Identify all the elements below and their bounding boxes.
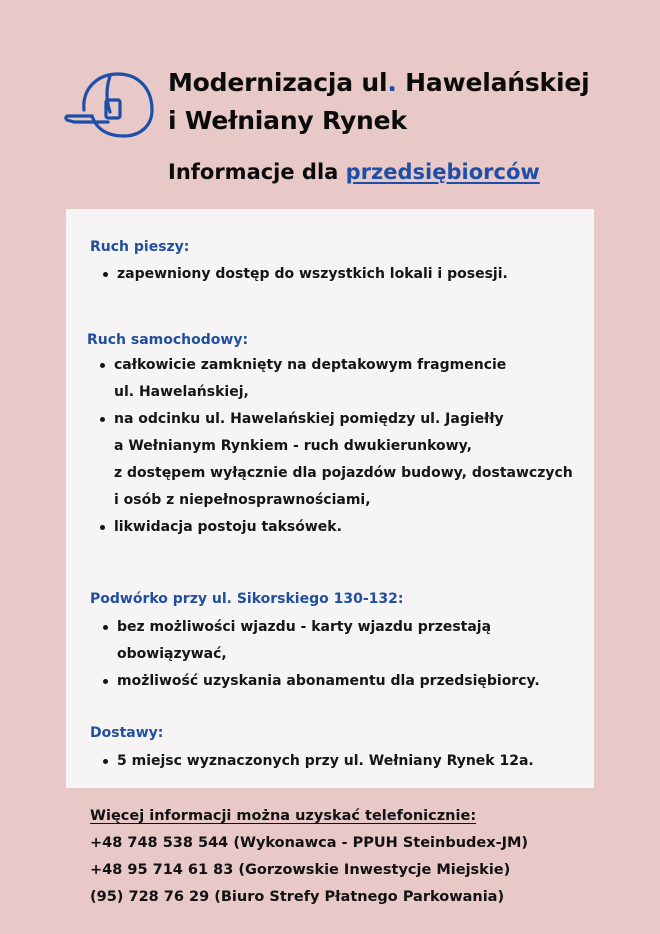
list-item-line: całkowicie zamknięty na deptakowym fragmencie (114, 357, 507, 373)
list-item (103, 748, 583, 775)
contact-phone-contractor: +48 748 538 544 (Wykonawca - PPUH Steinbudex-JM) (90, 835, 529, 851)
subtitle-text: Informacje dla (168, 160, 346, 184)
list-item (100, 406, 590, 514)
list-item-line: a Wełnianym Rynkiem - ruch dwukierunkowy, (114, 438, 472, 454)
list-item (103, 614, 583, 668)
list-item-line: możliwość uzyskania abonamentu dla przedsiębiorcy. (117, 673, 540, 689)
list-item-line: obowiązywać, (117, 646, 227, 662)
list-item (100, 514, 590, 541)
title-text: Hawelańskiej (396, 68, 590, 97)
subtitle-link[interactable]: przedsiębiorców (345, 160, 540, 184)
contact-info (90, 803, 630, 911)
vehicles-list (100, 352, 590, 541)
pedestrian-list (103, 261, 583, 288)
title-line-2: i Wełniany Rynek (168, 106, 407, 135)
section-heading-deliveries: Dostawy: (90, 725, 164, 741)
hard-hat-icon (62, 66, 156, 146)
list-item-line: z dostępem wyłącznie dla pojazdów budowy, dostawczych (114, 465, 573, 481)
list-item-line: na odcinku ul. Hawelańskiej pomiędzy ul. Jagiełły (114, 411, 504, 427)
contact-heading: Więcej informacji można uzyskać telefonicznie: (90, 808, 477, 824)
page-subtitle (168, 156, 628, 188)
contact-phone-parking: (95) 728 76 29 (Biuro Strefy Płatnego Parkowania) (90, 889, 505, 905)
section-heading-pedestrian: Ruch pieszy: (90, 239, 190, 255)
list-item-line: 5 miejsc wyznaczonych przy ul. Wełniany Rynek 12a. (117, 753, 534, 769)
page-title (168, 64, 628, 140)
list-item-line: i osób z niepełnosprawnościami, (114, 492, 371, 508)
list-item-line: likwidacja postoju taksówek. (114, 519, 342, 535)
title-text: Modernizacja ul (168, 68, 388, 97)
section-heading-courtyard: Podwórko przy ul. Sikorskiego 130-132: (90, 591, 404, 607)
courtyard-list (103, 614, 583, 695)
title-line-1 (168, 64, 628, 102)
list-item-line: ul. Hawelańskiej, (114, 384, 249, 400)
list-item (103, 261, 583, 288)
contact-phone-investments: +48 95 714 61 83 (Gorzowskie Inwestycje Miejskie) (90, 862, 511, 878)
deliveries-list (103, 748, 583, 775)
list-item-line: zapewniony dostęp do wszystkich lokali i posesji. (117, 266, 508, 282)
list-item (103, 668, 583, 695)
title-accent-dot: . (387, 68, 397, 97)
info-card (66, 209, 594, 788)
section-heading-vehicles: Ruch samochodowy: (87, 332, 249, 348)
list-item (100, 352, 590, 406)
list-item-line: bez możliwości wjazdu - karty wjazdu przestają (117, 619, 492, 635)
